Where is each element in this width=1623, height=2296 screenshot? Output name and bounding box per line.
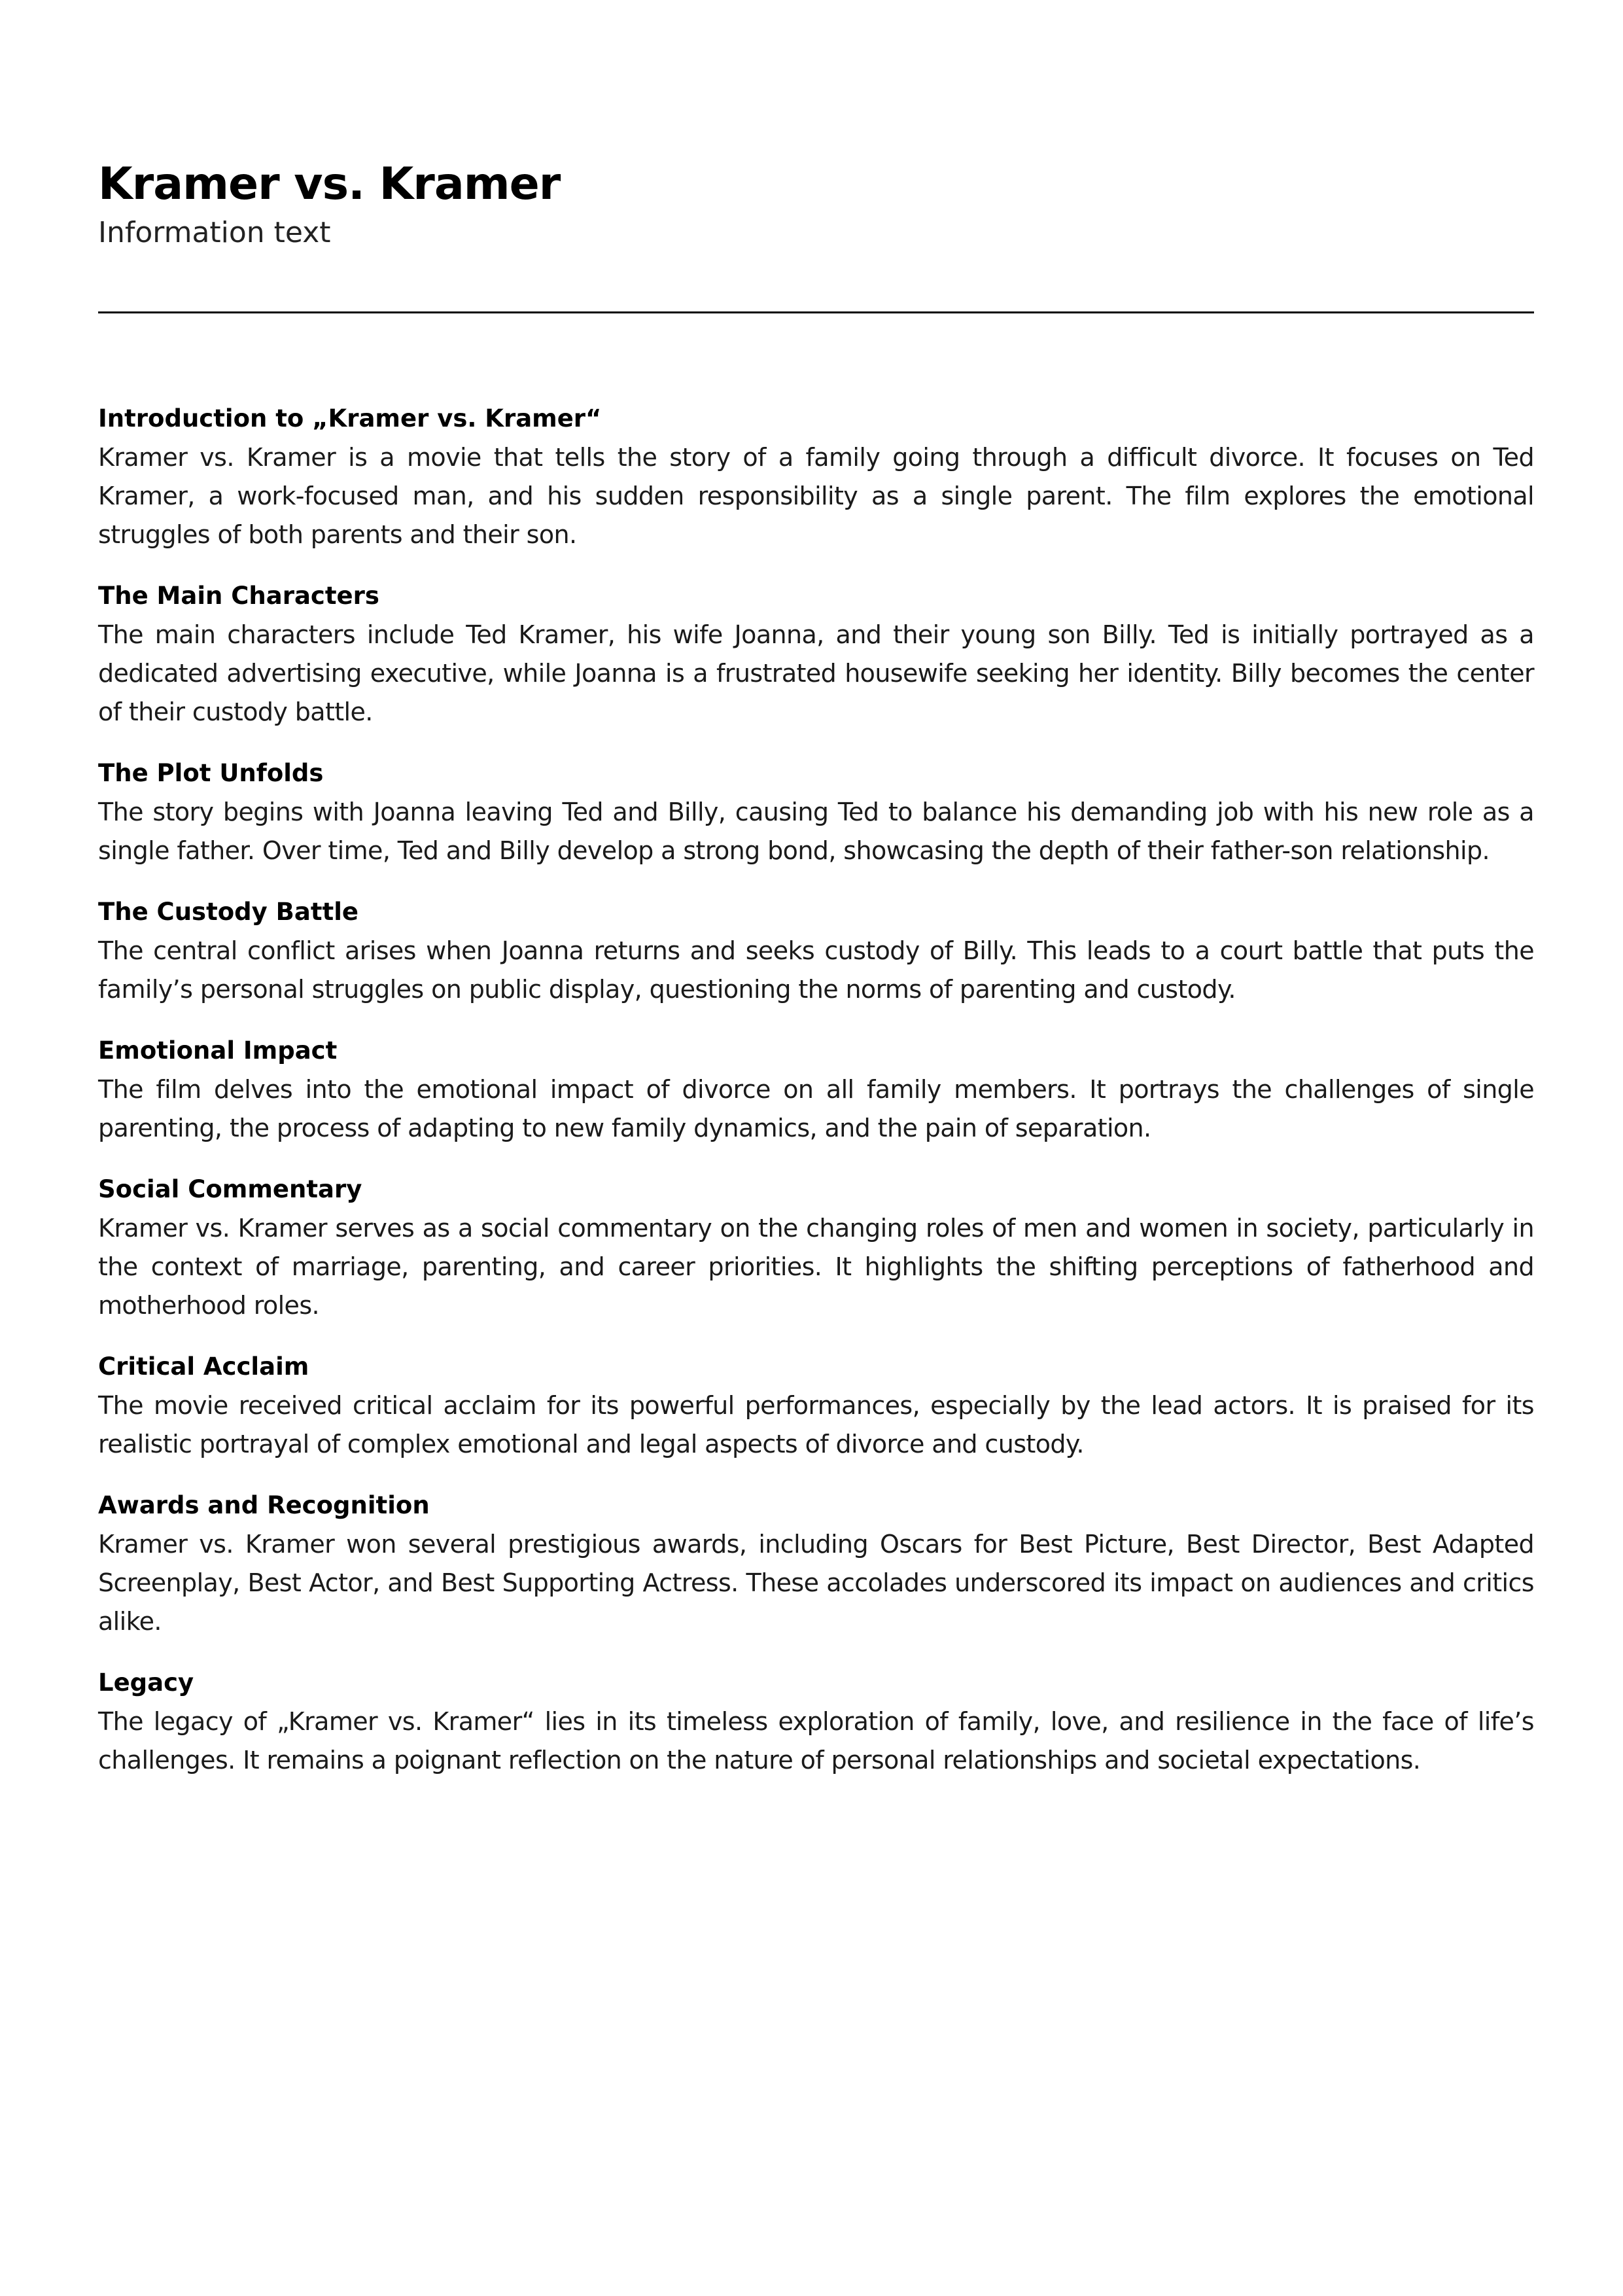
section-heading: The Main Characters xyxy=(98,582,379,610)
section-body: Kramer vs. Kramer is a movie that tells the story of a family going through a difficult divorce. It focuses on Ted Kramer, a work-focused man, and his sudden responsibility as a single parent. The film explores the emotional struggles of both parents and their son. xyxy=(98,443,1534,549)
header-divider xyxy=(98,311,1534,313)
section-heading: Critical Acclaim xyxy=(98,1352,309,1381)
page-title: Kramer vs. Kramer xyxy=(98,158,561,210)
section-heading: Legacy xyxy=(98,1669,194,1697)
section-legacy xyxy=(98,1663,1534,1780)
section-heading: The Custody Battle xyxy=(98,898,358,926)
section-body: The legacy of „Kramer vs. Kramer“ lies in its timeless exploration of family, love, and resilience in the face of life’s challenges. It remains a poignant reflection on the nature of personal relationships and societal expectations. xyxy=(98,1707,1534,1775)
section-heading: Awards and Recognition xyxy=(98,1491,430,1519)
section-heading: Social Commentary xyxy=(98,1175,362,1203)
section-main-characters xyxy=(98,576,1534,732)
section-body: Kramer vs. Kramer won several prestigious awards, including Oscars for Best Picture, Best Director, Best Adapted Screenplay, Best Actor, and Best Supporting Actress. These accolades underscored its impact on audiences and critics alike. xyxy=(98,1530,1534,1636)
section-heading: The Plot Unfolds xyxy=(98,759,324,787)
section-body: The movie received critical acclaim for its powerful performances, especially by the lead actors. It is praised for its realistic portrayal of complex emotional and legal aspects of divorce and custody. xyxy=(98,1391,1534,1458)
section-critical-acclaim xyxy=(98,1347,1534,1464)
page-subtitle: Information text xyxy=(98,216,331,249)
section-emotional-impact xyxy=(98,1031,1534,1148)
section-heading: Introduction to „Kramer vs. Kramer“ xyxy=(98,404,602,433)
section-plot-unfolds xyxy=(98,754,1534,870)
section-introduction xyxy=(98,399,1534,554)
section-body: The central conflict arises when Joanna returns and seeks custody of Billy. This leads to a court battle that puts the family’s personal struggles on public display, questioning the norms of parenting and custody. xyxy=(98,936,1534,1004)
section-body: The main characters include Ted Kramer, his wife Joanna, and their young son Billy. Ted is initially portrayed as a dedicated advertising executive, while Joanna is a frustrated housewife seeking her identity. Billy becomes the center of their custody battle. xyxy=(98,620,1534,726)
content-sections xyxy=(98,399,1534,1802)
section-body: Kramer vs. Kramer serves as a social commentary on the changing roles of men and women in society, particularly in the context of marriage, parenting, and career priorities. It highlights the shifting perceptions of fatherhood and motherhood roles. xyxy=(98,1214,1534,1320)
section-body: The film delves into the emotional impact of divorce on all family members. It portrays the challenges of single parenting, the process of adapting to new family dynamics, and the pain of separation. xyxy=(98,1075,1534,1142)
section-body: The story begins with Joanna leaving Ted and Billy, causing Ted to balance his demanding job with his new role as a single father. Over time, Ted and Billy develop a strong bond, showcasing the depth of their father-son relationship. xyxy=(98,798,1534,865)
section-awards-recognition xyxy=(98,1486,1534,1641)
section-social-commentary xyxy=(98,1170,1534,1325)
section-heading: Emotional Impact xyxy=(98,1036,338,1065)
section-custody-battle xyxy=(98,892,1534,1009)
